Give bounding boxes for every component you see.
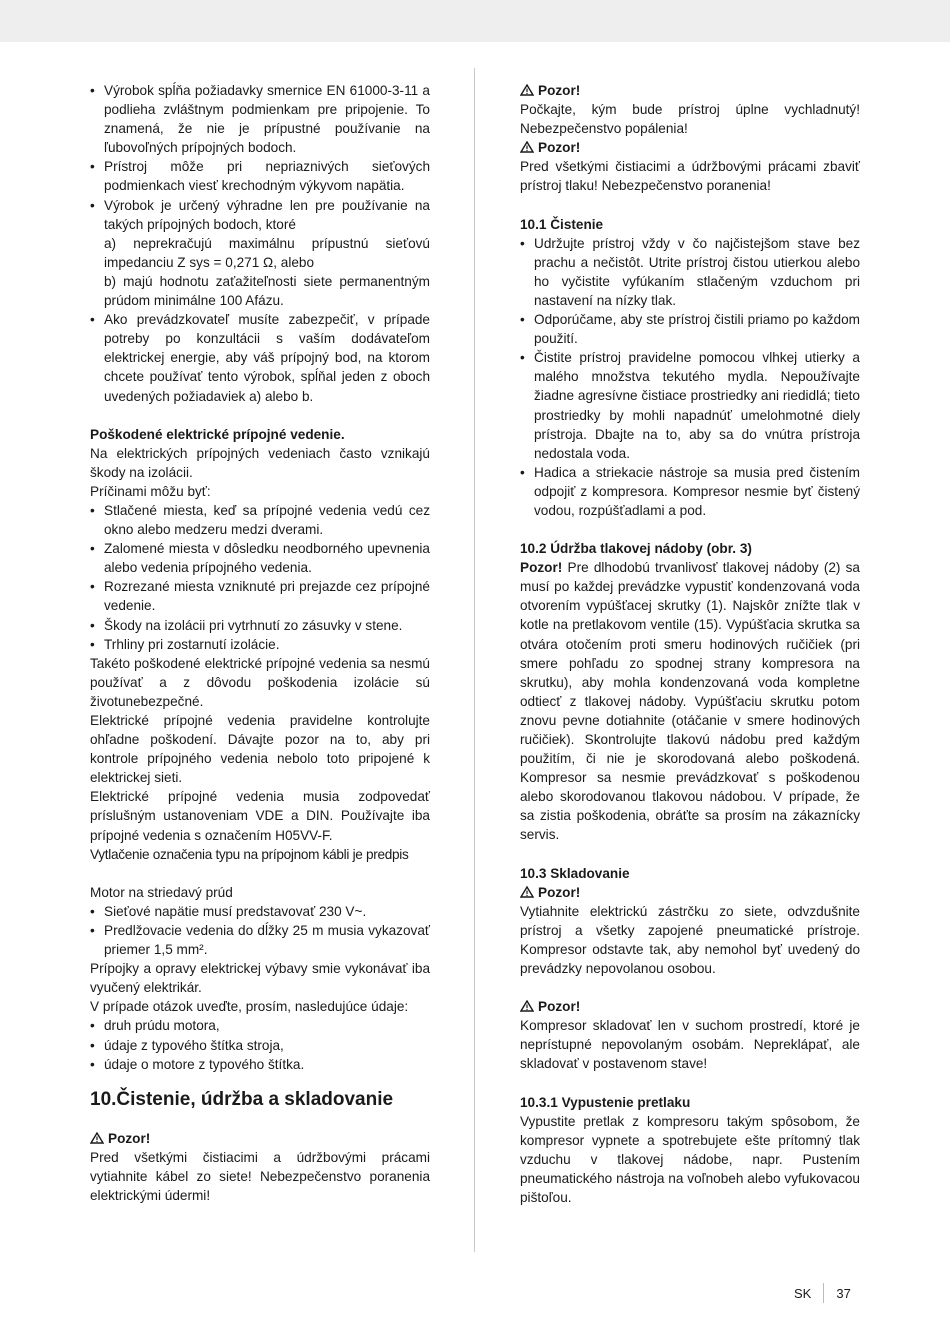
warning-heading: Pozor! xyxy=(520,81,860,100)
paragraph: Takéto poškodené elektrické prípojné vedenia sa nesmú používať a z dôvodu poškodenia izolácie sú životunebezpečné. xyxy=(90,655,430,709)
warning-triangle-icon xyxy=(520,884,534,896)
paragraph: Elektrické prípojné vedenia pravidelne kontrolujte ohľadne poškodení. Dávajte pozor na to, aby pri kontrole prípojného vedenia nebolo toto pripojené k elektrickej sieti. xyxy=(90,713,430,786)
warning-text: Počkajte, kým bude prístroj úplne vychladnutý! Nebezpečenstvo popálenia! xyxy=(520,102,860,137)
section-title: 10.Čistenie, údržba a skladovanie xyxy=(90,1088,394,1110)
warning-heading: Pozor! xyxy=(520,997,860,1016)
top-header-band xyxy=(0,0,950,42)
list-item: • Stlačené miesta, keď sa prípojné vedenia vedú cez okno alebo medzeru medzi dverami. xyxy=(90,501,430,539)
list-item: • Výrobok je určený výhradne len pre používanie na takých prípojných bodoch, ktoré a) neprekračujú maximálnu prípustnú sieťovú impedanciu Z sys = 0,271 Ω, alebo b) majú hodnotu zaťažiteľnosti siete permanentným prúdom minimálne 100 Afázu. xyxy=(90,196,430,311)
warning-text: Pred všetkými čistiacimi a údržbovými prácami zbaviť prístroj tlaku! Nebezpečenstvo poranenia! xyxy=(520,159,860,194)
list-item: • Výrobok spĺňa požiadavky smernice EN 61000-3-11 a podlieha zvláštnym podmienkam pre pripojenie. To znamená, že nie je prípustné používanie na ľubovoľných prípojných bodoch. xyxy=(90,81,430,157)
list-item: • Hadica a striekacie nástroje sa musia pred čistením odpojiť z kompresora. Kompresor nesmie byť čistený vodou, rozpúšťadlami a pod. xyxy=(520,463,860,520)
footer-divider xyxy=(823,1283,824,1303)
paragraph: Vypustite pretlak z kompresoru takým spôsobom, že kompresor vypnete a spotrebujete ešte prítomný tlak vzduchu v tlakovej nádobe, napr. Pustením pneumatického nástroja na voľnobeh alebo vyfukovacou pištoľou. xyxy=(520,1113,860,1205)
warning-text: Vytiahnite elektrickú zástrčku zo siete, odvzdušnite prístroj a všetky zapojené pneumatické prístroje. Kompresor odstavte tak, aby nemohol byť uvedený do prevádzky nepovolanou osobou. xyxy=(520,903,860,977)
paragraph: V prípade otázok uveďte, prosím, nasledujúce údaje: xyxy=(90,999,409,1015)
warning-triangle-icon xyxy=(90,1130,104,1142)
paragraph: Elektrické prípojné vedenia musia zodpovedať príslušným ustanoveniam VDE a DIN. Používajte iba prípojné vedenia s označením H05VV-F. xyxy=(90,789,430,843)
paragraph: Príčinami môžu byť: xyxy=(90,483,211,499)
data-list xyxy=(90,1016,430,1073)
warning-triangle-icon xyxy=(520,998,534,1010)
motor-list xyxy=(90,902,430,959)
intro-list xyxy=(90,81,430,406)
warning-heading: Pozor! xyxy=(520,883,860,902)
section-10-2-title: 10.2 Údržba tlakovej nádoby (obr. 3) xyxy=(520,541,752,557)
warning-heading: Pozor! xyxy=(520,138,860,157)
list-item: • Odporúčame, aby ste prístroj čistili priamo po každom použití. xyxy=(520,310,860,348)
list-item: • Predlžovacie vedenia do dĺžky 25 m musia vykazovať priemer 1,5 mm². xyxy=(90,921,430,959)
motor-heading: Motor na striedavý prúd xyxy=(90,884,233,900)
language-code: SK xyxy=(794,1285,812,1301)
causes-list xyxy=(90,501,430,654)
paragraph: Vytlačenie označenia typu na prípojnom kábli je predpis xyxy=(90,846,409,862)
page-number: 37 xyxy=(836,1285,851,1301)
list-item: • Ako prevádzkovateľ musíte zabezpečiť, v prípade potreby po konzultácii s vaším dodávateľom elektrickej energie, aby váš prípojný bod, na ktorom chcete používať tento výrobok, spĺňal jeden z oboch uvedených požiadaviek a) alebo b. xyxy=(90,310,430,405)
list-item: • údaje z typového štítka stroja, xyxy=(90,1036,430,1055)
list-item: • Trhliny pri zostarnutí izolácie. xyxy=(90,635,430,654)
column-divider xyxy=(474,68,475,1252)
list-item: • Škody na izolácii pri vytrhnutí zo zásuvky v stene. xyxy=(90,616,430,635)
list-item: • Sieťové napätie musí predstavovať 230 V~. xyxy=(90,902,430,921)
section-10-3-title: 10.3 Skladovanie xyxy=(520,865,630,881)
list-item: • Zalomené miesta v dôsledku neodborného upevnenia alebo vedenia prípojného vedenia. xyxy=(90,539,430,577)
page-footer xyxy=(794,1283,851,1303)
warning-heading: Pozor! xyxy=(90,1129,430,1148)
warning-text: Pred všetkými čistiacimi a údržbovými prácami vytiahnite kábel zo siete! Nebezpečenstvo poranenia elektrickými údermi! xyxy=(90,1149,430,1203)
list-item: • údaje o motore z typového štítka. xyxy=(90,1055,430,1074)
paragraph: Prípojky a opravy elektrickej výbavy smie vykonávať iba vyučený elektrikár. xyxy=(90,961,430,996)
left-column xyxy=(90,81,430,1205)
paragraph: Na elektrických prípojných vedeniach často vznikajú škody na izolácii. xyxy=(90,445,430,480)
list-item: • Rozrezané miesta vzniknuté pri prejazde cez prípojné vedenie. xyxy=(90,577,430,615)
cleaning-list xyxy=(520,234,860,520)
warning-text: Kompresor skladovať len v suchom prostredí, ktoré je neprístupné nepovolaným osobám. Nepreklápať, ale skladovať v postavenom stave! xyxy=(520,1018,860,1072)
list-item: • Udržujte prístroj vždy v čo najčistejšom stave bez prachu a nečistôt. Utrite prístroj čistou utierkou alebo ho vyčistite vyfúkaním stlačeným vzduchom pri nastavení na nízky tlak. xyxy=(520,234,860,310)
list-item: • druh prúdu motora, xyxy=(90,1016,430,1035)
paragraph: Pozor! Pre dlhodobú trvanlivosť tlakovej nádoby (2) sa musí po každej prevádzke vypustiť kondenzovaná voda otvorením vypúšťacej skrutky (1). Najskôr znížte tlak v kotle na pretlakovom ventile (15). Vypúšťacia skrutka sa otvára otočením proti smeru hodinových ručičiek (pri smere pohľadu zo spodnej strany kompresora na skrutku), aby mohla kondenzovaná voda kompletne odtiecť z tlakovej nádoby. Vypúšťaciu skrutku potom znovu pevne dotiahnite (otáčanie v smere hodinových ručičiek). Skontrolujte tlakovú nádobu pred každým použitím, či nie je skorodovaná alebo poškodená. Kompresor sa nesmie prevádzkovať s poškodenou alebo skorodovanou tlakovou nádobou. V prípade, že sa zistia poškodenia, obráťte sa prosím na zákaznícky servis. xyxy=(520,560,860,843)
section-10-1-title: 10.1 Čistenie xyxy=(520,216,604,232)
section-10-3-1-title: 10.3.1 Vypustenie pretlaku xyxy=(520,1094,691,1110)
list-item: • Prístroj môže pri nepriaznivých sieťových podmienkach viesť krechodným výkyvom napätia. xyxy=(90,157,430,195)
warning-triangle-icon xyxy=(520,82,534,94)
right-column xyxy=(520,81,860,1207)
list-item: • Čistite prístroj pravidelne pomocou vlhkej utierky a malého množstva tekutého mydla. Nepoužívajte žiadne agresívne čistiace prostriedky ani riedidlá; tieto prostriedky by mohli napadnúť umelohmotné diely prístroja. Dbajte na to, aby sa do vnútra prístroja nedostala voda. xyxy=(520,348,860,463)
warning-triangle-icon xyxy=(520,139,534,151)
damaged-cable-heading: Poškodené elektrické prípojné vedenie. xyxy=(90,426,345,442)
